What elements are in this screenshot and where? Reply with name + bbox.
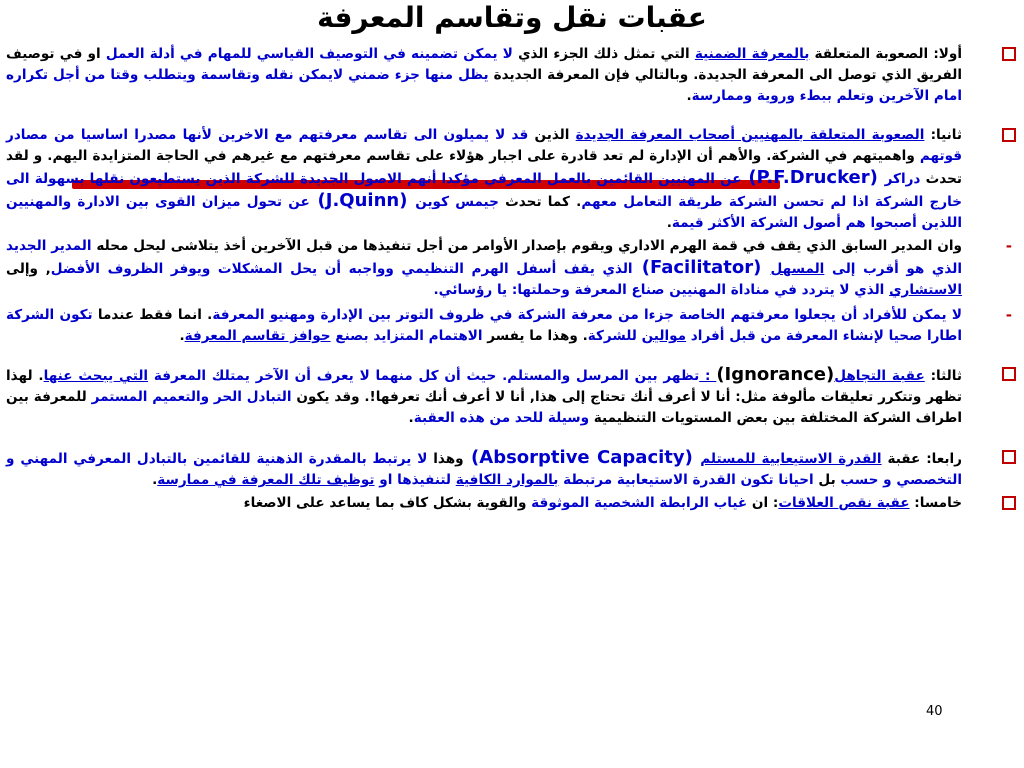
text-span: للمعرفة بين اطراف الشركة المختلفة بين بعض المستويات التنظيمية bbox=[6, 389, 962, 426]
term-latin: (Facilitator) bbox=[632, 257, 771, 278]
term-link: حوافز تقاسم المعرفة bbox=[184, 328, 331, 344]
emphasis-span: يظل منها جزء ضمني لايمكن نقله وتقاسمة ويتطلب وقتا من أجل تكراره امام الآخرين وتعلم ببطء وروية وممارسة bbox=[6, 67, 962, 104]
term-link: الصعوبة المتعلقة بالمهنيين أصحاب المعرفة الجديدة bbox=[575, 127, 925, 143]
emphasis-span: عن المهنيين القائمين بالعمل المعرفي مؤكدا أنهم الاصول الجديدة للشركة الذين يستطيعون نقلها بسهولة الى خارج الشركة اذا لم تحسن الشركة طريقة التعامل معهم bbox=[6, 171, 962, 210]
emphasis-span: وسيلة للحد من هذه العقبة bbox=[413, 410, 590, 426]
text-span: ثانيا: bbox=[924, 127, 962, 143]
dash-bullet-icon: - bbox=[1005, 237, 1012, 255]
text-span: . bbox=[408, 410, 414, 426]
text-span: التي تمثل ذلك الجزء الذي bbox=[512, 46, 695, 62]
text-span: . انما فقط عندما bbox=[92, 307, 213, 323]
text-span: . bbox=[686, 88, 692, 104]
emphasis-span: لا يمكن تضمينه في التوصيف القياسي للمهام في أدلة العمل bbox=[105, 46, 513, 62]
term-link: موالين bbox=[641, 328, 687, 344]
term-link: بالموارد الكافية bbox=[455, 472, 559, 488]
text-span: وان المدير السابق الذي يقف في قمة الهرم الاداري ويقوم بإصدار الأوامر من أجل تنفيذها من قبل الآخرين أخذ يتلاشى ليحل محله bbox=[91, 238, 962, 254]
paragraph-second-barrier bbox=[6, 125, 1020, 234]
author-name: جيمس كوين bbox=[415, 194, 499, 210]
term-link: المسهل bbox=[770, 261, 825, 277]
dash-bullet-icon: - bbox=[1005, 306, 1012, 324]
emphasis-span: لا يمكن للأفراد أن يجعلوا معرفتهم الخاصة جزءا من معرفة الشركة في ظروف التوتر بين الإدارة ومهنيو المعرفة bbox=[212, 307, 962, 323]
text-span: . bbox=[152, 472, 158, 488]
square-bullet-icon bbox=[1002, 367, 1016, 381]
author-latin-name: (J.Quinn) bbox=[309, 190, 416, 211]
text-span: بل bbox=[813, 472, 841, 488]
term-latin: (Ignorance) bbox=[716, 364, 835, 385]
paragraph-first-barrier bbox=[6, 44, 1020, 107]
emphasis-span: الذي لا يتردد في مناداة المهنيين صناع المعرفة وحملتها: يا رؤسائي. bbox=[433, 282, 890, 298]
emphasis-span: الذي يقف أسفل الهرم التنظيمي وواجبه أن يحل المشكلات ويوفر الظروف الأفضل bbox=[50, 261, 633, 277]
emphasis-span: الاهتمام المتزايد بصنع bbox=[330, 328, 483, 344]
text-span: خامسا: bbox=[909, 495, 962, 511]
term-link: عقبة نقص العلاقات bbox=[778, 495, 910, 511]
paragraph-individual-knowledge bbox=[6, 305, 1020, 347]
square-bullet-icon bbox=[1002, 496, 1016, 510]
text-span: وهذا bbox=[427, 451, 464, 467]
emphasis-span: تظهر بين المرسل والمستلم. حيث أن كل منهما لا يعرف أن الآخر يمتلك المعرفة bbox=[148, 368, 700, 384]
emphasis-span: تكون الشركة اطارا صحيا لإنشاء المعرفة من قبل أفراد bbox=[6, 307, 962, 344]
paragraph-facilitator bbox=[6, 236, 1020, 301]
emphasis-span: عن تحول ميزان القوى بين الادارة والمهنيين اللذين أصبحوا هم أصول الشركة الأكثر قيمة bbox=[6, 194, 962, 231]
text-span: رابعا: عقبة bbox=[881, 451, 962, 467]
author-latin-name: (P.F.Drucker) bbox=[741, 167, 885, 188]
term-link: عقبة التجاهل bbox=[834, 368, 925, 384]
text-span: واهميتهم في الشركة. والأهم أن الإدارة لم تعد قادرة على اجبار هؤلاء على تقاسم معرفتهم bbox=[302, 148, 920, 164]
text-span: والقوية بشكل كاف بما يساعد على الاصغاء bbox=[243, 495, 532, 511]
text-span: أولا: الصعوبة المتعلقة bbox=[809, 46, 962, 62]
paragraph-fourth-barrier bbox=[6, 447, 1020, 491]
emphasis-span: احيانا تكون القدرة الاستيعابية مرتبطة bbox=[558, 472, 814, 488]
square-bullet-icon bbox=[1002, 128, 1016, 142]
paragraph-third-barrier bbox=[6, 364, 1020, 429]
text-span: او في توصيف الفريق الذي توصل الى المعرفة الجديدة. وبالتالي فإن المعرفة الجديدة bbox=[6, 46, 963, 83]
term-latin: (Absorptive Capacity) bbox=[463, 447, 701, 468]
text-span: : ان bbox=[747, 495, 779, 511]
emphasis-span: لا يرتبط بالمقدرة الذهنية للقائمين بالتبادل المعرفي المهني و التخصصي و حسب bbox=[6, 451, 962, 488]
emphasis-span: للشركة bbox=[587, 328, 642, 344]
term-link: الاستشاري bbox=[889, 282, 962, 298]
emphasis-span: المدير الجديد الذي هو أقرب إلى bbox=[6, 238, 962, 277]
term-link: توظيف تلك المعرفة في ممارسة bbox=[157, 472, 375, 488]
text-span: مع غيرهم في الحاجة المتزايدة اليهم. و لقد تحدث bbox=[6, 148, 962, 187]
paragraph-fifth-barrier bbox=[6, 493, 1020, 514]
slide-number: 40 bbox=[926, 704, 943, 719]
square-bullet-icon bbox=[1002, 47, 1016, 61]
text-span: . bbox=[179, 328, 185, 344]
text-span: . كما تحدث bbox=[498, 194, 582, 210]
emphasis-span: غياب الرابطة الشخصية الموثوقة bbox=[531, 495, 748, 511]
text-span: , وإلى bbox=[6, 261, 51, 277]
text-span: . وهذا ما يفسر bbox=[482, 328, 588, 344]
term-link: بالمعرفة الضمنية bbox=[694, 46, 810, 62]
text-span: ثالثا: bbox=[924, 368, 962, 384]
text-span: الذين bbox=[528, 127, 576, 143]
term-link: التي يبحث عنها bbox=[43, 368, 149, 384]
slide-body bbox=[6, 44, 1020, 514]
text-span: . لهذا تظهر وتتكرر تعليقات مألوفة مثل: أنا لا أعرف أنك تحتاج إلى هذا, أنا لا أعرف أنك تعرفها!. وقد يكون bbox=[6, 368, 962, 405]
emphasis-span: قد لا يميلون الى تقاسم معرفتهم مع الاخرين لأنها مصدرا اساسيا من مصادر قوتهم bbox=[6, 127, 962, 164]
emphasis-span: التبادل الحر والتعميم المستمر bbox=[91, 389, 292, 405]
term-link: القدرة الاستيعابية للمستلم bbox=[700, 451, 882, 467]
text-span: . bbox=[666, 215, 672, 231]
text-span: : bbox=[699, 368, 717, 384]
author-name: دراكر bbox=[884, 171, 921, 187]
slide-title: عقبات نقل وتقاسم المعرفة bbox=[317, 1, 707, 34]
emphasis-span: لتنفيذها او bbox=[374, 472, 456, 488]
square-bullet-icon bbox=[1002, 450, 1016, 464]
